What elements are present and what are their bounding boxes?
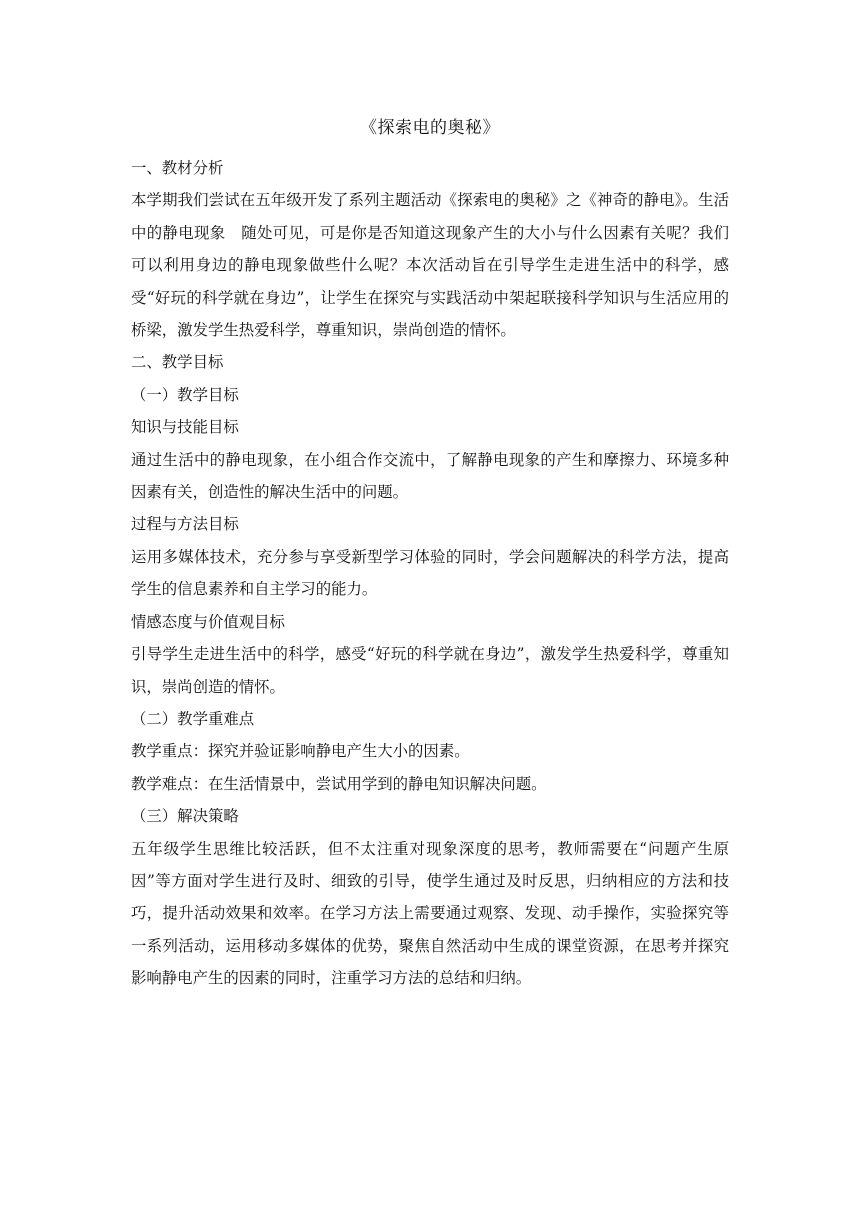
document-title: 《探索电的奥秘》: [360, 118, 500, 138]
subsection-heading-strategy: （三）解决策略: [131, 807, 239, 826]
emotion-values-paragraph: 引导学生走进生活中的科学，感受“好玩的科学就在身边”，激发学生热爱科学，尊重知识，崇尚创造的情怀。: [131, 645, 729, 696]
key-point-line: 教学重点：探究并验证影响静电产生大小的因素。: [131, 742, 470, 761]
document-body: [131, 152, 729, 995]
process-methods-paragraph: 运用多媒体技术，充分参与享受新型学习体验的同时，学会问题解决的科学方法，提高学生的信息素养和自主学习的能力。: [131, 547, 729, 599]
strategy-paragraph: 五年级学生思维比较活跃，但不太注重对现象深度的思考，教师需要在“问题产生原因”等方面对学生进行及时、细致的引导，使学生通过及时反思，归纳相应的方法和技巧，提升活动效果和效率。在学习方法上需要通过观察、发现、动手操作，实验探究等一系列活动，运用移动多媒体的优势，聚焦自然活动中生成的课堂资源，在思考并探究影响静电产生的因素的同时，注重学习方法的总结和归纳。: [131, 839, 729, 988]
process-methods-heading: 过程与方法目标: [131, 515, 239, 534]
section-heading-teaching-goals: 二、教学目标: [131, 353, 224, 372]
textbook-analysis-paragraph: 本学期我们尝试在五年级开发了系列主题活动《探索电的奥秘》之《神奇的静电》。生活中的静电现象 随处可见，可是你是否知道这现象产生的大小与什么因素有关呢？我们可以利用身边的静电现象做些什么呢？本次活动旨在引导学生走进生活中的科学，感受“好玩的科学就在身边”，让学生在探究与实践活动中架起联接科学知识与生活应用的桥梁，激发学生热爱科学，尊重知识，崇尚创造的情怀。: [131, 191, 729, 340]
subsection-heading-key-difficult-points: （二）教学重难点: [131, 709, 255, 728]
emotion-values-heading: 情感态度与价值观目标: [131, 612, 285, 631]
knowledge-skills-paragraph: 通过生活中的静电现象，在小组合作交流中，了解静电现象的产生和摩擦力、环境多种因素有关，创造性的解决生活中的问题。: [131, 450, 729, 502]
knowledge-skills-heading: 知识与技能目标: [131, 418, 239, 437]
subsection-heading-teaching-goals: （一）教学目标: [131, 385, 239, 404]
section-heading-textbook-analysis: 一、教材分析: [131, 159, 224, 177]
difficult-point-line: 教学难点：在生活情景中，尝试用学到的静电知识解决问题。: [131, 774, 547, 793]
